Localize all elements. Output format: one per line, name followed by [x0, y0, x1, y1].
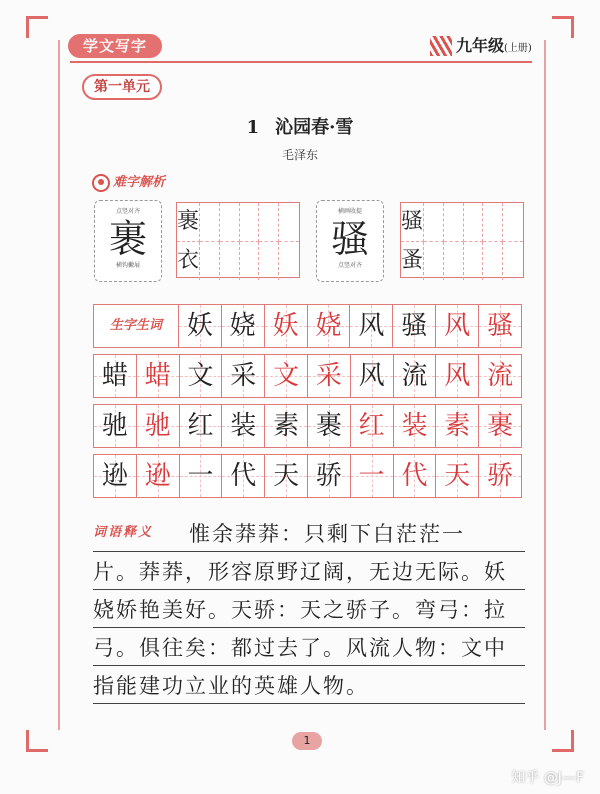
vocab-char: 娆 [222, 305, 265, 347]
vocab-char: 驰 [94, 405, 137, 447]
vocab-char: 蜡 [137, 355, 180, 397]
margin-line-left [58, 40, 60, 730]
vocab-char: 裹 [479, 405, 521, 447]
vocab-char: 素 [436, 405, 479, 447]
corner-bracket [552, 730, 574, 752]
vocab-char: 天 [265, 455, 308, 497]
vocab-char: 风 [436, 305, 479, 347]
vocab-char: 采 [308, 355, 351, 397]
brand-badge: 学文写字 [68, 34, 162, 58]
corner-bracket [552, 16, 574, 38]
lesson-author: 毛泽东 [281, 148, 318, 162]
vocab-char: 妖 [179, 305, 222, 347]
vocab-char: 风 [351, 355, 394, 397]
vocab-char: 素 [265, 405, 308, 447]
lesson-title: 1 沁园春·雪 [246, 117, 354, 138]
header-divider [70, 61, 532, 63]
vocab-char: 逊 [94, 455, 137, 497]
vocab-char: 流 [394, 355, 437, 397]
difficult-char-card: 横画收提 骚 点竖对齐 [316, 200, 384, 282]
vocab-row [93, 404, 522, 448]
vocab-row [93, 304, 522, 348]
explanation-line: 片。莽莽，形容原野辽阔，无边无际。妖 [93, 552, 525, 590]
unit-badge: 第一单元 [82, 74, 162, 100]
vocab-char: 骚 [393, 305, 436, 347]
section-icon [92, 174, 110, 192]
vocab-char: 骚 [479, 305, 521, 347]
practice-grid: 骚 蚤 [400, 202, 524, 278]
vocab-char: 采 [222, 355, 265, 397]
difficult-section-label: 难字解析 [92, 174, 165, 192]
vocab-char: 蜡 [94, 355, 137, 397]
margin-line-right [544, 40, 546, 730]
explanation-block [93, 514, 525, 704]
vocab-char: 代 [222, 455, 265, 497]
explanation-line: 娆娇艳美好。天骄：天之骄子。弯弓：拉 [93, 590, 525, 628]
vocab-char: 流 [479, 355, 521, 397]
vocab-char: 装 [394, 405, 437, 447]
difficult-char-card: 点竖对齐 裹 横钩撇展 [94, 200, 162, 282]
grade-label: 九年级(上册) [456, 36, 532, 55]
vocab-char: 文 [265, 355, 308, 397]
practice-grid: 裹 衣 [176, 202, 300, 278]
vocab-char: 逊 [137, 455, 180, 497]
vocab-grid [93, 304, 522, 504]
vocab-char: 红 [351, 405, 394, 447]
vocab-char: 代 [394, 455, 437, 497]
explanation-section-label: 词语释义 [93, 524, 154, 540]
vocab-row [93, 454, 522, 498]
vocab-char: 一 [180, 455, 223, 497]
vocab-char: 驰 [137, 405, 180, 447]
vocab-char: 妖 [265, 305, 308, 347]
watermark: 知乎 @J—F [511, 770, 584, 786]
vocab-row [93, 354, 522, 398]
vocab-char: 装 [222, 405, 265, 447]
corner-bracket [26, 730, 48, 752]
explanation-line: 弓。俱往矣：都过去了。风流人物：文中 [93, 628, 525, 666]
corner-bracket [26, 16, 48, 38]
vocab-char: 骄 [308, 455, 351, 497]
vocab-char: 风 [350, 305, 393, 347]
explanation-line: 指能建功立业的英雄人物。 [93, 666, 525, 704]
vocab-char: 一 [351, 455, 394, 497]
vocab-section-label: 生字生词 [94, 305, 179, 347]
vocab-char: 娆 [308, 305, 351, 347]
vocab-char: 红 [180, 405, 223, 447]
vocab-char: 风 [436, 355, 479, 397]
explanation-line: 词语释义 惟余莽莽：只剩下白茫茫一 [93, 514, 525, 552]
stripes-decoration [430, 36, 452, 56]
vocab-char: 骄 [479, 455, 521, 497]
page-number: 1 [292, 732, 322, 750]
vocab-char: 裹 [308, 405, 351, 447]
vocab-char: 文 [180, 355, 223, 397]
vocab-char: 天 [436, 455, 479, 497]
